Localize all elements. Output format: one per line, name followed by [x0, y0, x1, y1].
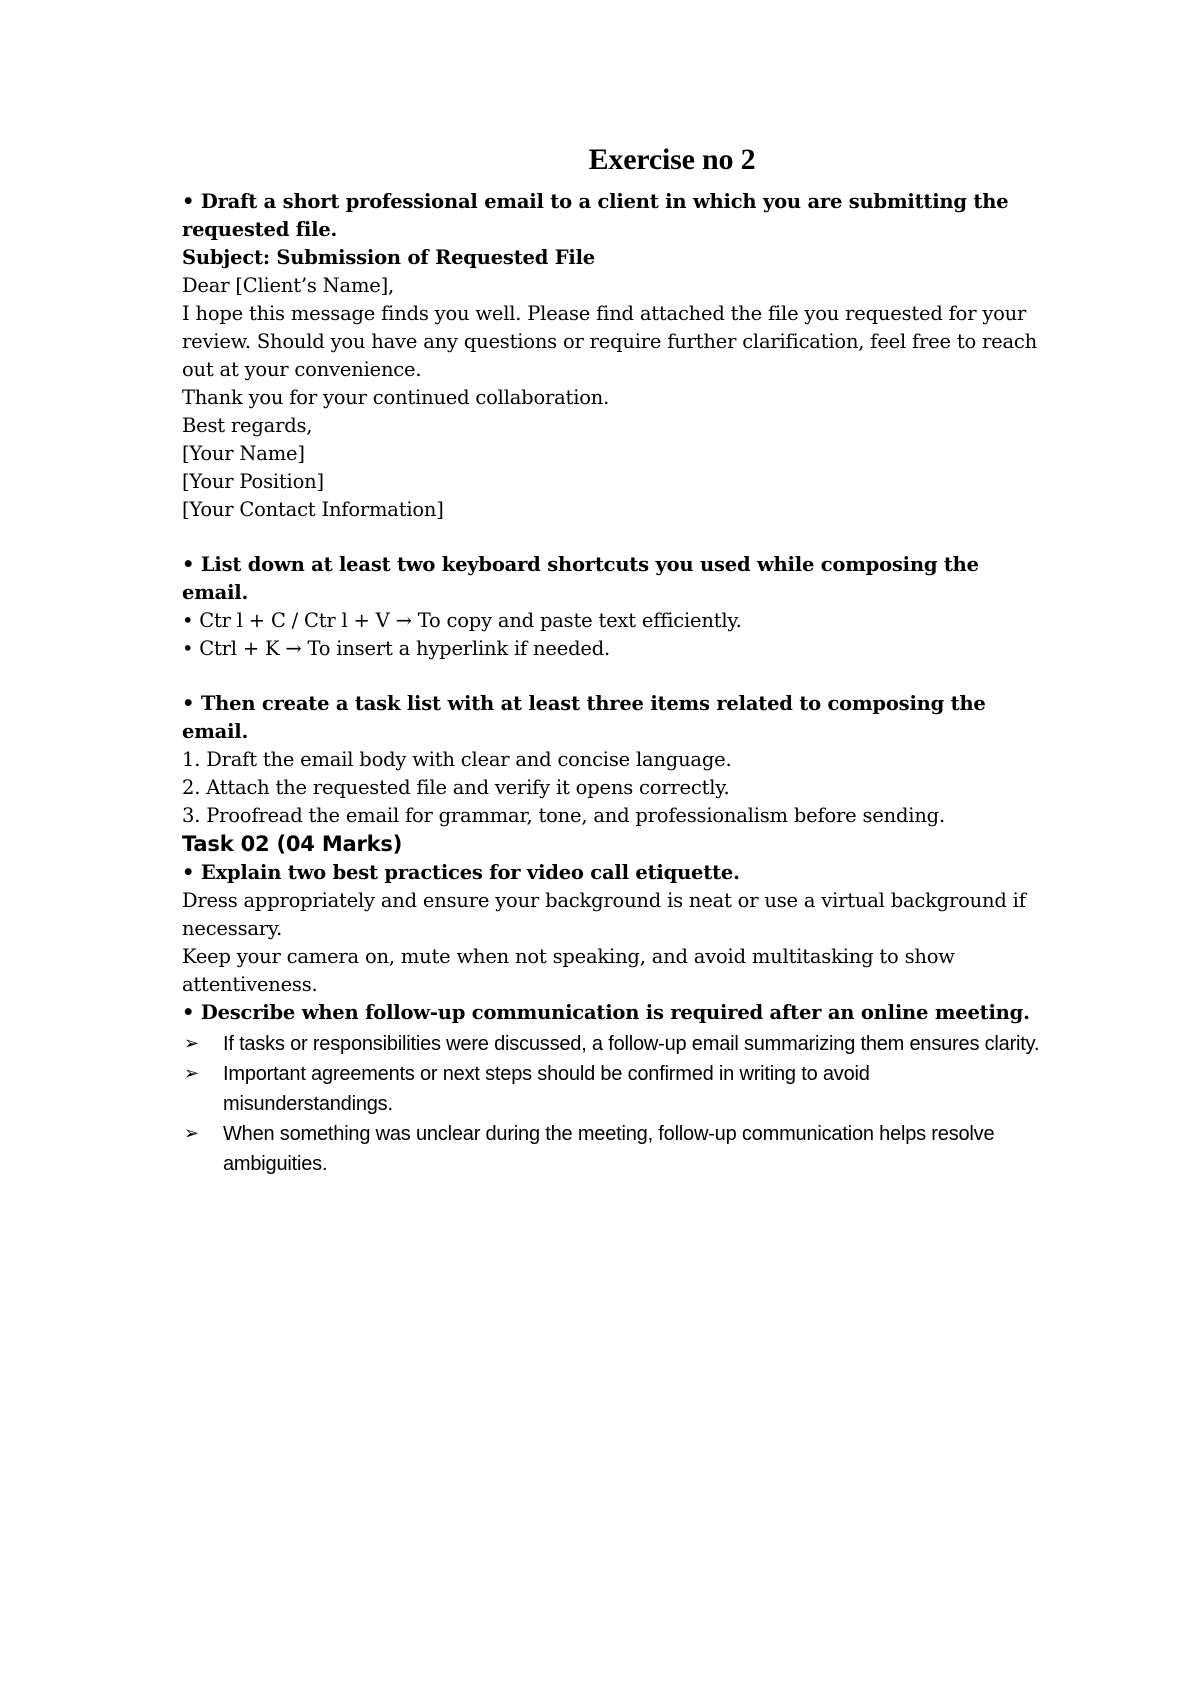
email-greeting: Dear [Client’s Name],	[182, 274, 394, 297]
arrow-bullet-icon: ➢	[184, 1033, 199, 1054]
email-thanks: Thank you for your continued collaboration.	[182, 386, 610, 409]
task-list-item: 1. Draft the email body with clear and concise language.	[182, 748, 732, 771]
document-content	[182, 140, 1042, 1179]
signature-contact: [Your Contact Information]	[182, 498, 444, 521]
email-closing: Best regards,	[182, 414, 313, 437]
email-body: I hope this message finds you well. Please find attached the file you requested for your review. Should you have any questions or require further clarification, feel free to reach out at your convenience.	[182, 302, 1037, 381]
section2-prompt: • List down at least two keyboard shortcuts you used while composing the email.	[182, 553, 979, 604]
arrow-bullet-icon: ➢	[184, 1123, 199, 1144]
task-list-item: 2. Attach the requested file and verify it opens correctly.	[182, 776, 730, 799]
task2-prompt2: • Describe when follow-up communication is required after an online meeting.	[182, 1001, 1030, 1024]
shortcut-item: • Ctrl + K → To insert a hyperlink if needed.	[182, 637, 610, 660]
section3-prompt: • Then create a task list with at least three items related to composing the email.	[182, 692, 986, 743]
shortcut-item: • Ctr l + C / Ctr l + V → To copy and paste text efficiently.	[182, 609, 742, 632]
list-item-text: Important agreements or next steps should be confirmed in writing to avoid misunderstandings.	[223, 1063, 870, 1115]
spacer	[182, 524, 1042, 551]
list-item-text: When something was unclear during the meeting, follow-up communication helps resolve ambiguities.	[223, 1123, 995, 1175]
task2-heading: Task 02 (04 Marks)	[182, 832, 403, 856]
email-subject: Subject: Submission of Requested File	[182, 246, 595, 269]
task2-prompt1: • Explain two best practices for video call etiquette.	[182, 861, 740, 884]
list-item	[182, 1059, 1042, 1119]
signature-name: [Your Name]	[182, 442, 305, 465]
section1-prompt: • Draft a short professional email to a client in which you are submitting the requested file.	[182, 190, 1009, 241]
task-list-item: 3. Proofread the email for grammar, tone, and professionalism before sending.	[182, 804, 945, 827]
etiquette-answer: Keep your camera on, mute when not speaking, and avoid multitasking to show attentiveness.	[182, 945, 955, 996]
list-item	[182, 1119, 1042, 1179]
spacer	[182, 663, 1042, 690]
etiquette-answer: Dress appropriately and ensure your background is neat or use a virtual background if necessary.	[182, 889, 1026, 940]
page-title: Exercise no 2	[588, 143, 756, 176]
list-item-text: If tasks or responsibilities were discussed, a follow-up email summarizing them ensures clarity.	[223, 1033, 1040, 1055]
follow-up-list	[182, 1029, 1042, 1179]
signature-position: [Your Position]	[182, 470, 324, 493]
arrow-bullet-icon: ➢	[184, 1063, 199, 1084]
list-item	[182, 1029, 1042, 1059]
